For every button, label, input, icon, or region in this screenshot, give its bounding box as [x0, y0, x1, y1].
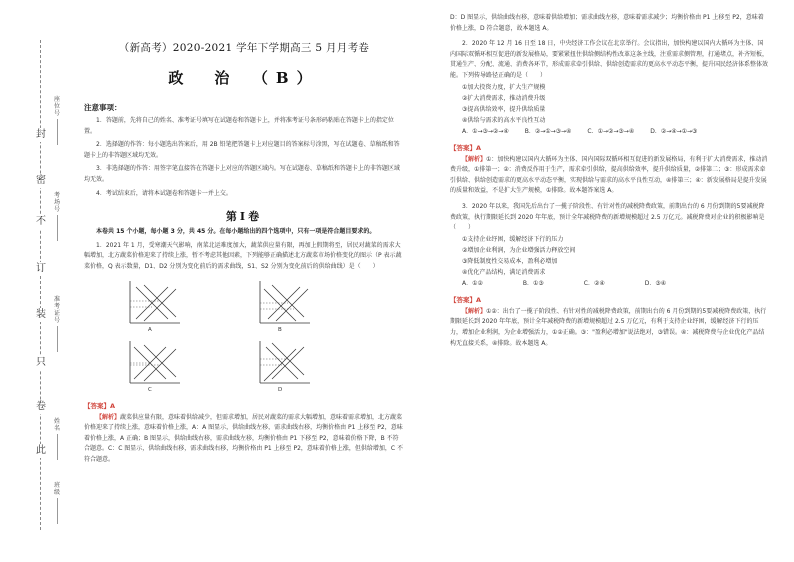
graph-d — [254, 339, 312, 393]
choice-a[interactable]: A．①→③→②→④ — [462, 127, 509, 135]
question-1-answer: 【答案】A — [84, 401, 116, 410]
analysis-tag: 【解析】 — [462, 155, 487, 163]
field-label: 班级 — [53, 482, 60, 496]
question-1-analysis — [84, 413, 404, 466]
seal-char: 不 — [36, 216, 46, 227]
graph-label: B — [278, 326, 282, 333]
question-2-option: ④供给与需求的高水平良性互动 — [462, 116, 546, 124]
right-column — [450, 10, 768, 349]
choice-b[interactable]: B．①③ — [522, 279, 544, 287]
question-3-choices — [450, 278, 768, 289]
graph-c — [124, 339, 182, 393]
notice-item: 1．答题前，先将自己的姓名、准考证号填写在试题卷和答题卡上，并将准考证号条形码粘贴在答题卡上的指定位置。 — [84, 117, 394, 135]
choice-b[interactable]: B．②→①→③→④ — [524, 127, 572, 135]
question-2-option: ①加大投资力度，扩大生产规模 — [462, 83, 546, 91]
question-2-option: ②扩大消费需求，推动消费升级 — [462, 94, 546, 102]
name-field[interactable] — [52, 418, 62, 460]
choice-c[interactable]: C．①→②→③→④ — [587, 127, 635, 135]
seal-char: 卷 — [36, 401, 46, 412]
question-3-option: ④优化产品结构，满足消费需求 — [462, 268, 546, 276]
notice-item: 3．非选择题的作答：用签字笔直接答在答题卡上对应的答题区域内。写在试题卷、草稿纸和答题卡上的非答题区域均无效。 — [84, 165, 400, 183]
question-3-analysis — [450, 307, 768, 349]
seal-char: 只 — [36, 357, 46, 368]
field-label: 考场号 — [53, 192, 60, 213]
graph-label: D — [278, 386, 283, 393]
field-label: 姓名 — [53, 418, 60, 432]
question-2-stem: 2．2020 年 12 月 16 日至 18 日，中央经济工作会议在北京举行。会议指出，加快构建以国内大循环为主体、国内国际双循环相互促进的新发展格局，要紧紧扭住供给侧结构性改革这条主线，注重需求侧管理，打通堵点，补齐短板，贯通生产、分配、流通、消费各环节，形成需求牵引供给、供给创造需求的更高水平动态平衡，提升国民经济体系整体效能。下列传导路径正确的是（ ） — [450, 40, 769, 79]
question-1-graphs — [84, 277, 404, 395]
field-label: 准考证号 — [53, 296, 60, 324]
question-2-analysis — [450, 155, 768, 197]
continued-analysis: D：D 图显示，供给曲线右移，意味着供给增加；需求曲线左移，意味着需求减少；均衡价格由 P1 上移至 P2，意味着价格上涨，D 符合题意，故本题选 A。 — [450, 14, 764, 32]
seal-char: 订 — [36, 263, 46, 274]
choice-d[interactable]: D．②→④→①→③ — [650, 127, 698, 135]
class-field[interactable] — [52, 482, 62, 524]
graph-b — [254, 279, 312, 333]
exam-room-field[interactable] — [52, 192, 62, 241]
analysis-tag: 【解析】 — [462, 307, 487, 315]
choice-a[interactable]: A．①② — [462, 279, 483, 287]
seal-char: 封 — [36, 129, 46, 140]
left-column — [84, 40, 404, 466]
analysis-text: 蔬菜供应量有限，意味着供给减少，但需求增加，居民对蔬菜的需求大幅增加，意味着需求增加，北方蔬菜价格迎来了持续上涨，意味着价格上涨，A：A 图显示，供给曲线左移，需求曲线右移，均衡价格由 P1 上移至 P2，意味着价格上涨，A 正确；B 图显示，供给曲线右移，需求曲线左移，均衡价格由 P1 下移至 P2，意味着价格下降，B 不符合题意。C：C 图显示，供给曲线右移，需求曲线右移，均衡价格由 P1 上移至 P2，意味着价格上涨，但供给增加，C 不符合题意。 — [84, 413, 403, 463]
supply-demand-graph-d — [254, 339, 312, 389]
supply-demand-graph-b — [254, 279, 312, 329]
graph-a — [124, 279, 182, 333]
supply-demand-graph-c — [124, 339, 182, 389]
field-label: 座位号 — [53, 96, 60, 117]
ticket-number-field[interactable] — [52, 296, 62, 352]
subject-title: 政 治 （B） — [168, 69, 320, 87]
question-3-stem: 3．2020 年以来，我国先后出台了一揽子阶段性、有针对性的减税降费政策，前期出台的 6 月份到期的5要减税降费政策，执行期限延长到 2020 年年底，预计全年减税降费的新增规模超过 2.5 万亿元。减税降费对企业的积极影响是（ ） — [450, 202, 765, 232]
question-3-option: ①支持企业纾困，缓解经济下行的压力 — [462, 235, 564, 243]
choice-d[interactable]: D．③④ — [644, 279, 667, 287]
notice-item: 4．考试结束后，请将本试题卷和答题卡一并上交。 — [96, 189, 232, 197]
question-3-answer: 【答案】A — [450, 295, 482, 304]
question-3-option: ③降低制度性交易成本，盈利必增加 — [462, 257, 558, 265]
seal-char: 装 — [36, 309, 46, 320]
supply-demand-graph-a — [124, 279, 182, 329]
notice-heading: 注意事项： — [84, 103, 122, 112]
graph-label: C — [148, 386, 152, 393]
question-2-choices — [450, 126, 768, 137]
analysis-text: ①：加快构建以国内大循环为主体、国内国际双循环相互促进的新发展格局，有利于扩大消费需求，推动消费升级，①排第一；②：消费反作用于生产，需求牵引供给，提高供给效率，提升供给质量，②排第二；③：形成需求牵引供给、供给创造需求的更高水平动态平衡，实现供给与需求的高水平良性互动，④排第三；④：新发展格局是提升发展的质量和效益，不是扩大生产规模，①排除。故本题答案选 A。 — [450, 155, 768, 195]
analysis-tag: 【解析】 — [96, 413, 121, 421]
question-1-stem: 1．2021 年 1 月，受寒潮天气影响，南菜北运难度加大，蔬菜供应量有限，再加上假期将至，居民对蔬菜的需求大幅增加，北方蔬菜价格迎来了持续上涨，暂不考虑其他因素，下列能够正确描述北方蔬菜市场价格变化的图示（P 表示蔬菜价格，Q 表示数量，D1、D2 分别为变化前后的需求曲线，S1、S2 分别为变化前后的供给曲线）是（ ） — [84, 241, 402, 270]
section-title: 第Ⅰ卷 — [225, 210, 263, 224]
question-3-option: ②增加企业利润，为企业增强活力释放空间 — [462, 246, 576, 254]
analysis-text: ①②：出台了一揽子阶段性、有针对性的减税降费政策，前期出台的 6 月份到期的5要减税降费政策，执行期限延长到 2020 年年底，预计全年减税降费的新增规模超过 2.5 万亿元，有利于支持企业纾困，缓解经济下行的压力，增加企业利润，为企业增强活力，①②正确。③："盈利必增加"说法绝对，③错误。④：减税降费与企业优化产品结构无直接关系，④排除。故本题选 A。 — [450, 307, 767, 347]
exam-title: （新高考）2020-2021 学年下学期高三 5 月月考卷 — [118, 42, 370, 54]
graph-label: A — [148, 326, 152, 333]
binding-strip — [0, 0, 70, 562]
seal-char: 此 — [36, 445, 46, 456]
notice-item: 2．选择题的作答：每小题选出答案后，用 2B 铅笔把答题卡上对应题目的答案标号涂黑，写在试题卷、草稿纸和答题卡上的非答题区域均无效。 — [84, 141, 400, 159]
question-2-option: ③提高供给效率，提升供给质量 — [462, 105, 546, 113]
choice-c[interactable]: C．②④ — [583, 279, 605, 287]
question-2-answer: 【答案】A — [450, 143, 482, 152]
section-intro: 本卷共 15 个小题，每小题 3 分，共 45 分。在每小题给出的四个选项中，只有一项是符合题目要求的。 — [96, 228, 376, 236]
seal-char: 密 — [36, 175, 46, 186]
seat-number-field[interactable] — [52, 96, 62, 145]
